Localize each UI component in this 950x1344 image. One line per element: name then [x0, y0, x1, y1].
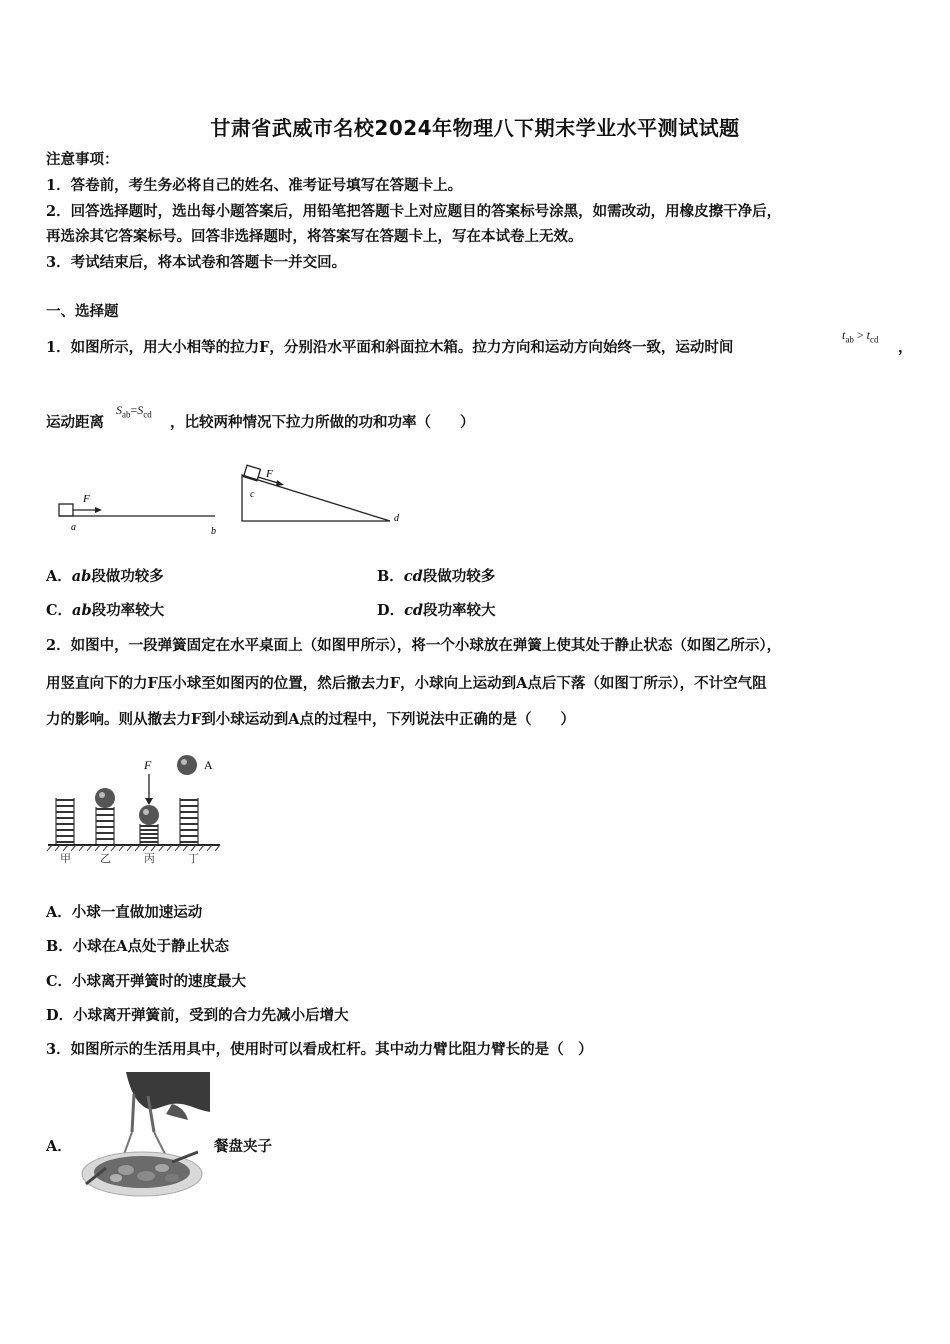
q1-option-d	[377, 601, 496, 621]
label-jia: 甲	[60, 852, 71, 865]
option-a-text: 段做功较多	[91, 568, 164, 585]
box-a	[59, 504, 73, 516]
q2-option-a: A．小球一直做加速运动	[46, 904, 203, 921]
incline-force-arrowhead	[276, 480, 284, 486]
eq-sign: =	[130, 403, 138, 417]
option-c-text: 段功率较大	[91, 602, 165, 619]
notice-item-2a: 2．回答选择题时，选出每小题答案后，用铅笔把答题卡上对应题目的答案标号涂黑，如需改动，用橡皮擦干净后，	[46, 203, 782, 220]
option-d-label: D．	[377, 602, 405, 619]
label-yi: 乙	[100, 852, 111, 865]
option-a-var: ab	[71, 568, 92, 585]
force-arrowhead-bing	[145, 798, 153, 805]
incline-triangle	[242, 475, 390, 521]
q1-comma: ，	[898, 339, 913, 356]
ball-yi	[95, 788, 115, 808]
label-bing: 丙	[144, 852, 155, 865]
food-item-5	[165, 1174, 179, 1182]
plate-clamp-photo	[76, 1072, 210, 1208]
ball-yi-highlight	[99, 792, 105, 798]
q1-figure-incline	[238, 465, 408, 540]
label-A: A	[204, 758, 213, 772]
ball-ding	[177, 755, 197, 775]
q1-line2-prefix: 运动距离	[46, 414, 104, 431]
label-d: d	[394, 513, 399, 524]
spring-ding	[180, 798, 198, 844]
s-cd: S	[137, 403, 144, 417]
option-a-label: A．	[46, 568, 72, 585]
option-d-text: 段功率较大	[423, 602, 496, 619]
s-ab-sub: ab	[122, 409, 131, 420]
food-item-2	[137, 1171, 155, 1181]
q1-option-b	[377, 567, 495, 587]
q1-line2-suffix: ，比较两种情况下拉力所做的功和功率（ ）	[170, 414, 475, 431]
option-b-var: cd	[403, 568, 423, 585]
t-cd-sub: cd	[869, 334, 879, 345]
label-F2: F	[266, 468, 273, 480]
q2-option-c: C．小球离开弹簧时的速度最大	[46, 973, 247, 990]
option-d-var: cd	[404, 602, 424, 619]
q2-figure-springs	[44, 752, 224, 867]
food-item-4	[110, 1174, 122, 1182]
q3-line1: 3．如图所示的生活用具中，使用时可以看成杠杆。其中动力臂比阻力臂长的是（ ）	[46, 1041, 593, 1058]
q1-line1	[46, 338, 733, 358]
t-cd: t	[866, 328, 870, 342]
q2-line1: 2．如图中，一段弹簧固定在水平桌面上（如图甲所示），将一个小球放在弹簧上使其处于静止状态（如图乙所示），	[46, 637, 782, 654]
ball-bing	[139, 805, 159, 825]
ball-bing-highlight	[143, 809, 149, 815]
label-a: a	[71, 522, 76, 533]
notice-item-1: 1．答卷前，考生务必将自己的姓名、准考证号填写在答题卡上。	[46, 177, 463, 194]
ball-ding-highlight	[181, 759, 187, 765]
q1-distance-expression	[116, 403, 152, 419]
page-title: 甘肃省武威市名校2024年物理八下期末学业水平测试试题	[210, 116, 740, 140]
gt-sign: >	[856, 328, 864, 342]
q2-line3: 力的影响。则从撤去力F到小球运动到A点的过程中，下列说法中正确的是（ ）	[46, 711, 576, 728]
q3-option-a-caption: 餐盘夹子	[214, 1138, 272, 1155]
notice-item-2b: 再选涂其它答案标号。回答非选择题时，将答案写在答题卡上，写在本试卷上无效。	[46, 228, 583, 245]
s-cd-sub: cd	[143, 409, 152, 420]
q2-option-d: D．小球离开弹簧前，受到的合力先减小后增大	[46, 1007, 349, 1024]
q2-option-b: B．小球在A点处于静止状态	[46, 938, 230, 955]
clamp-handle-left	[132, 1094, 134, 1132]
spring-bing	[140, 824, 158, 844]
notice-heading: 注意事项：	[46, 151, 119, 168]
option-b-text: 段做功较多	[422, 568, 496, 585]
label-c: c	[250, 489, 255, 500]
label-F: F	[144, 758, 152, 772]
notice-item-3: 3．考试结束后，将本试卷和答题卡一并交回。	[46, 254, 347, 271]
q1-time-expression	[842, 328, 878, 344]
option-c-var: ab	[72, 602, 92, 619]
section-heading: 一、选择题	[46, 303, 119, 320]
spring-jia	[56, 798, 74, 844]
option-b-label: B．	[377, 568, 404, 585]
s-ab: S	[116, 403, 122, 417]
q1-text: 1．如图所示，用大小相等的拉力F，分别沿水平面和斜面拉木箱。拉力方向和运动方向始终一致，运动时间	[46, 339, 734, 356]
label-ding: 丁	[188, 852, 199, 865]
q1-figure-horizontal	[55, 488, 225, 538]
label-b: b	[211, 526, 216, 537]
spring-yi	[96, 807, 114, 844]
t-ab-sub: ab	[845, 334, 854, 345]
force-arrowhead	[95, 507, 102, 513]
food-item-3	[155, 1164, 169, 1172]
q3-option-a-label: A．	[46, 1138, 72, 1155]
label-F1: F	[83, 493, 90, 505]
option-c-label: C．	[46, 602, 73, 619]
q1-option-c	[46, 601, 164, 621]
t-ab: t	[842, 328, 846, 342]
q2-line2: 用竖直向下的力F压小球至如图丙的位置，然后撤去力F，小球向上运动到A点后下落（如图丁所示），不计空气阻	[46, 675, 767, 692]
food-item-1	[118, 1165, 134, 1175]
q1-option-a	[46, 567, 164, 587]
